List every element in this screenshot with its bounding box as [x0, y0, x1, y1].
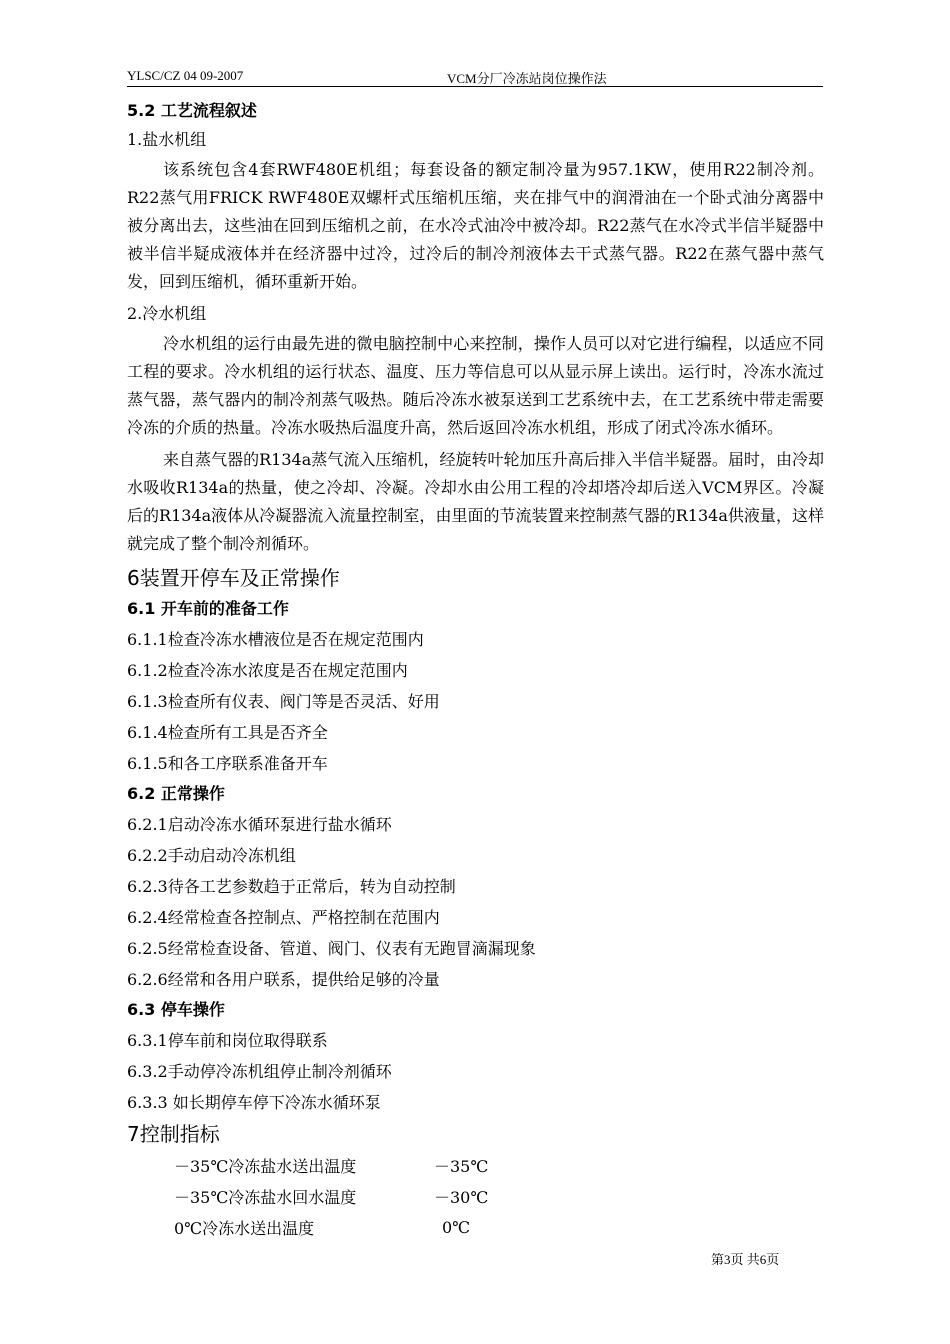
- page-number: 第3页 共6页: [711, 1252, 780, 1267]
- list-item: 6.3.1停车前和岗位取得联系: [127, 1031, 328, 1050]
- page-header: [127, 66, 823, 86]
- table-row: [174, 1212, 488, 1243]
- control-indicator-table: [174, 1150, 488, 1243]
- section-heading-6-2: 6.2 正常操作: [127, 784, 225, 803]
- list-item: 6.3.2手动停冷冻机组停止制冷剂循环: [127, 1062, 392, 1081]
- subsection-title-chiller-unit: 2.冷水机组: [127, 304, 207, 323]
- document-title: VCM分厂冷冻站岗位操作法: [447, 71, 607, 86]
- list-item: 6.3.3 如长期停车停下冷冻水循环泵: [127, 1093, 381, 1112]
- list-item: 6.2.3待各工艺参数趋于正常后，转为自动控制: [127, 877, 456, 896]
- indicator-label: －35℃冷冻盐水回水温度: [174, 1188, 357, 1207]
- paragraph-chiller-unit-1: 冷水机组的运行由最先进的微电脑控制中心来控制，操作人员可以对它进行编程，以适应不同工程的要求。冷水机组的运行状态、温度、压力等信息可以从显示屏上读出。运行时，冷冻水流过蒸气器，蒸气器内的制冷剂蒸气吸热。随后冷冻水被泵送到工艺系统中去，在工艺系统中带走需要冷冻的介质的热量。冷冻水吸热后温度升高，然后返回冷冻水机组，形成了闭式冷冻水循环。: [127, 334, 824, 437]
- header-rule: [127, 86, 823, 87]
- document-body: [127, 96, 824, 1243]
- chapter-heading-7: 7控制指标: [127, 1122, 220, 1146]
- list-item: 6.2.6经常和各用户联系，提供给足够的冷量: [127, 970, 440, 989]
- indicator-value: －35℃: [434, 1157, 489, 1176]
- paragraph-brine-unit: 该系统包含4套RWF480E机组；每套设备的额定制冷量为957.1KW，使用R22制冷剂。R22蒸气用FRICK RWF480E双螺杆式压缩机压缩，夹在排气中的润滑油在一个卧式油分离器中被分离出去，这些油在回到压缩机之前，在水冷式油冷中被冷却。R22蒸气在水冷式半信半疑器中被半信半疑成液体并在经济器中过冷，过冷后的制冷剂液体去干式蒸气器。R22在蒸气器中蒸气发，回到压缩机，循环重新开始。: [127, 160, 824, 291]
- indicator-label: 0℃冷冻水送出温度: [174, 1219, 315, 1238]
- paragraph-chiller-unit-2: 来自蒸气器的R134a蒸气流入压缩机，经旋转叶轮加压升高后排入半信半疑器。届时，由冷却水吸收R134a的热量，使之冷却、冷凝。冷却水由公用工程的冷却塔冷却后送入VCM界区。冷凝后的R134a液体从冷凝器流入流量控制室，由里面的节流装置来控制蒸气器的R134a供液量，这样就完成了整个制冷剂循环。: [127, 450, 824, 553]
- list-item: 6.1.4检查所有工具是否齐全: [127, 723, 328, 742]
- list-item: 6.1.5和各工序联系准备开车: [127, 754, 328, 773]
- list-item: 6.1.1检查冷冻水槽液位是否在规定范围内: [127, 630, 424, 649]
- list-item: 6.1.3检查所有仪表、阀门等是否灵活、好用: [127, 692, 440, 711]
- section-heading-5-2: 5.2 工艺流程叙述: [127, 101, 257, 120]
- list-item: 6.2.4经常检查各控制点、严格控制在范围内: [127, 908, 440, 927]
- table-row: [174, 1181, 488, 1212]
- indicator-value: 0℃: [442, 1218, 471, 1237]
- table-row: [174, 1150, 488, 1181]
- indicator-value: －30℃: [434, 1188, 489, 1207]
- document-code: YLSC/CZ 04 09-2007: [127, 68, 244, 83]
- indicator-label: －35℃冷冻盐水送出温度: [174, 1157, 357, 1176]
- list-item: 6.2.1启动冷冻水循环泵进行盐水循环: [127, 815, 392, 834]
- section-heading-6-1: 6.1 开车前的准备工作: [127, 599, 289, 618]
- list-item: 6.2.2手动启动冷冻机组: [127, 846, 296, 865]
- chapter-heading-6: 6装置开停车及正常操作: [127, 566, 340, 590]
- list-item: 6.1.2检查冷冻水浓度是否在规定范围内: [127, 661, 408, 680]
- subsection-title-brine-unit: 1.盐水机组: [127, 130, 207, 149]
- list-item: 6.2.5经常检查设备、管道、阀门、仪表有无跑冒滴漏现象: [127, 939, 536, 958]
- section-heading-6-3: 6.3 停车操作: [127, 1000, 225, 1019]
